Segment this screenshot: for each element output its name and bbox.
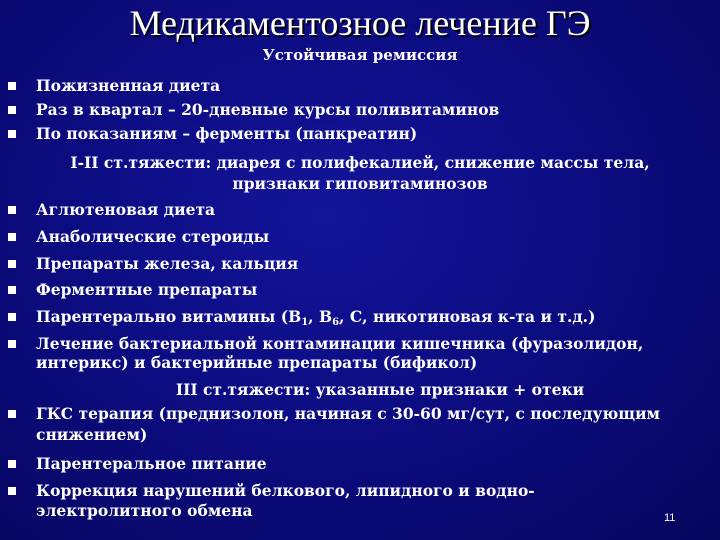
vitamins-text-3: , С, никотиновая к-та и т.д.) bbox=[339, 307, 596, 326]
vitamins-text-1: Парентерально витамины (В bbox=[36, 307, 302, 326]
bullet-icon bbox=[8, 340, 16, 348]
bullet-icon bbox=[8, 260, 16, 268]
slide-title: Медикаментозное лечение ГЭ bbox=[129, 3, 591, 43]
list-item: Препараты железа, кальция bbox=[36, 254, 299, 273]
list-item: По показаниям – ферменты (панкреатин) bbox=[36, 124, 418, 143]
list-item: Аглютеновая диета bbox=[36, 200, 216, 219]
bullet-icon bbox=[8, 233, 16, 241]
list-item-vitamins bbox=[36, 308, 595, 332]
list-item-continued: снижением) bbox=[36, 425, 148, 444]
slide-subtitle: Устойчивая ремиссия bbox=[262, 46, 458, 64]
bullet-icon bbox=[8, 460, 16, 468]
page-number: 11 bbox=[664, 512, 676, 524]
bullet-icon bbox=[8, 410, 16, 418]
list-item: Коррекция нарушений белкового, липидного и водно- bbox=[36, 481, 535, 500]
severity-heading: I-II ст.тяжести: диарея с полифекалией, снижение массы тела, bbox=[70, 153, 650, 172]
vitamins-text-2: , В bbox=[308, 307, 333, 326]
bullet-icon bbox=[8, 313, 16, 321]
bullet-icon bbox=[8, 487, 16, 495]
list-item: ГКС терапия (преднизолон, начиная с 30-60 мг/сут, с последующим bbox=[36, 404, 661, 423]
bullet-icon bbox=[8, 286, 16, 294]
list-item: Пожизненная диета bbox=[36, 76, 221, 95]
bullet-icon bbox=[8, 130, 16, 138]
vitamin-b6-subscript: 6 bbox=[332, 317, 340, 328]
bullet-icon bbox=[8, 82, 16, 90]
list-item: Ферментные препараты bbox=[36, 280, 258, 299]
vitamin-b1-subscript: 1 bbox=[301, 317, 309, 328]
bullet-icon bbox=[8, 106, 16, 114]
severity-heading-continued: признаки гиповитаминозов bbox=[232, 174, 488, 193]
bullet-icon bbox=[8, 206, 16, 214]
list-item: Раз в квартал – 20-дневные курсы поливитаминов bbox=[36, 100, 500, 119]
list-item: Анаболические стероиды bbox=[36, 227, 270, 246]
list-item-continued: электролитного обмена bbox=[36, 501, 253, 520]
severity-heading: III ст.тяжести: указанные признаки + отеки bbox=[175, 380, 585, 399]
list-item-continued: интерикс) и бактерийные препараты (бификол) bbox=[36, 353, 478, 372]
list-item: Лечение бактериальной контаминации кишечника (фуразолидон, bbox=[36, 334, 644, 353]
list-item: Парентеральное питание bbox=[36, 454, 267, 473]
